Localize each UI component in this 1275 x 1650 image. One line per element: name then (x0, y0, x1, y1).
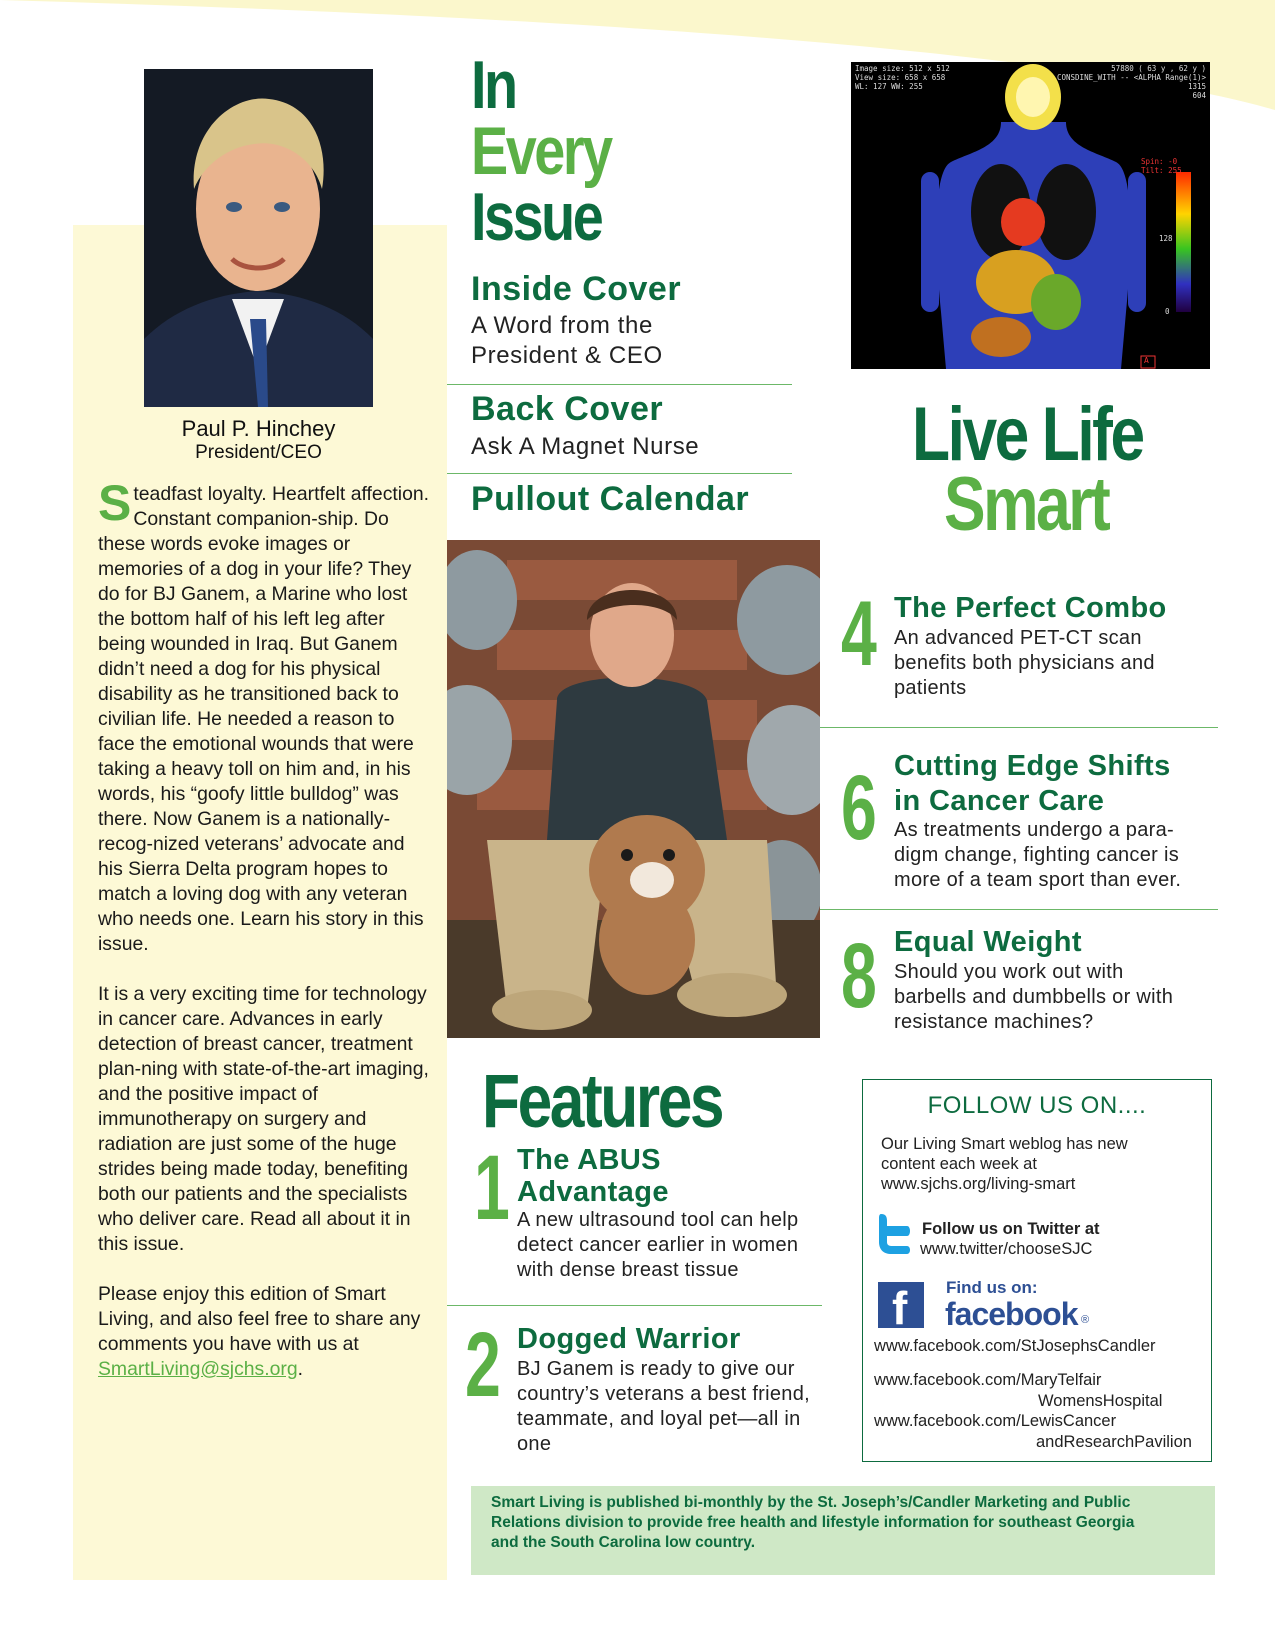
in-every-issue-heading-in: In (471, 47, 516, 123)
blog-link[interactable]: www.sjchs.org/living-smart (881, 1175, 1076, 1193)
ceo-title: President/CEO (195, 442, 322, 463)
scan-overlay-topright: 57880 ( 63 y , 62 y ) CONSDINE_WITH -- <ALPHA Range(1)> 1315 604 (1056, 64, 1206, 100)
features-heading: Features (482, 1059, 723, 1144)
pet-ct-scan-image (851, 62, 1210, 369)
blog-text-1: Our Living Smart weblog has new (881, 1135, 1128, 1153)
abus-desc-2: detect cancer earlier in women (517, 1234, 799, 1256)
in-every-issue-heading-issue: Issue (471, 179, 602, 255)
dogged-warrior-desc-2: country’s veterans a best friend, (517, 1383, 811, 1405)
veteran-with-dog-photo (447, 540, 820, 1038)
abus-desc-1: A new ultrasound tool can help (517, 1209, 799, 1231)
scan-scale-128: 128 (1159, 234, 1173, 243)
twitter-label: Follow us on Twitter at (922, 1220, 1100, 1238)
cutting-edge-desc-3: more of a team sport than ever. (894, 869, 1182, 891)
facebook-link-lewiscancer[interactable]: www.facebook.com/LewisCancer (874, 1412, 1117, 1430)
facebook-link-stjosephs[interactable]: www.facebook.com/StJosephsCandler (874, 1337, 1156, 1355)
abus-desc-3: with dense breast tissue (517, 1259, 739, 1281)
ceo-letter-text (98, 475, 433, 1407)
dogged-warrior-desc-4: one (517, 1433, 552, 1455)
perfect-combo-desc-2: benefits both physicians and (894, 652, 1155, 674)
facebook-link-lewiscancer-cont[interactable]: andResearchPavilion (1036, 1433, 1192, 1451)
cutting-edge-title-1: Cutting Edge Shifts (894, 750, 1171, 782)
facebook-link-marytelfair-cont[interactable]: WomensHospital (1038, 1392, 1163, 1410)
facebook-wordmark: facebook (945, 1296, 1078, 1332)
page-number-1: 1 (474, 1137, 510, 1239)
scan-marker: A (1144, 356, 1149, 365)
back-cover-title: Back Cover (471, 390, 664, 428)
inside-cover-title: Inside Cover (471, 270, 682, 308)
equal-weight-desc-3: resistance machines? (894, 1011, 1094, 1033)
cutting-edge-desc-1: As treatments undergo a para- (894, 819, 1174, 841)
back-cover-sub: Ask A Magnet Nurse (471, 433, 700, 460)
perfect-combo-desc-1: An advanced PET-CT scan (894, 627, 1142, 649)
perfect-combo-desc-3: patients (894, 677, 967, 699)
abus-title-1: The ABUS (517, 1144, 661, 1176)
scan-spin-tilt: Spin: -0 Tilt: 255 (1141, 157, 1182, 175)
dogged-warrior-desc-3: teammate, and loyal pet—all in (517, 1408, 801, 1430)
letter-paragraph-2: It is a very exciting time for technology in cancer care. Advances in early detection of breast cancer, treatment plan-ning with state-of-the-art imaging, and the positive impact of immunotherapy on surgery and radiation are just some of the huge strides being made today, benefiting both our patients and the specialists who deliver care. Read all about it in this issue. (98, 983, 429, 1255)
facebook-registered: ® (1081, 1314, 1090, 1326)
cutting-edge-title-2: in Cancer Care (894, 785, 1105, 817)
email-period: . (297, 1358, 304, 1380)
ceo-portrait-photo (144, 69, 373, 407)
divider (820, 727, 1218, 728)
cutting-edge-desc-2: digm change, fighting cancer is (894, 844, 1180, 866)
equal-weight-title: Equal Weight (894, 926, 1082, 958)
facebook-find-label: Find us on: (946, 1278, 1038, 1297)
divider (820, 909, 1218, 910)
facebook-icon[interactable]: f (878, 1282, 924, 1328)
letter-paragraph-1: teadfast loyalty. Heartfelt affection. Constant companion-ship. Do these words evoke images or memories of a dog in your life? They do for BJ Ganem, a Marine who lost the bottom half of his left leg after being wounded in Iraq. But Ganem didn’t need a dog for his physical disability as he transitioned back to civilian life. He needed a reason to face the emotional wounds that were taking a heavy toll on him and, in his words, his “goofy little bulldog” was there. Now Ganem is a nationally-recog-nized veterans’ advocate and his Sierra Delta program hopes to match a loving dog with any veteran who needs one. Learn his story in this issue. (98, 483, 430, 955)
blog-text-2: content each week at (881, 1155, 1037, 1173)
letter-paragraph-3: Please enjoy this edition of Smart Living, and also feel free to share any comments you have with us at (98, 1283, 421, 1355)
divider (447, 473, 792, 474)
abus-title-2: Advantage (517, 1176, 669, 1208)
page-number-8: 8 (841, 925, 877, 1027)
inside-cover-sub-2: President & CEO (471, 342, 663, 369)
drop-cap: S (98, 475, 132, 531)
facebook-link-marytelfair[interactable]: www.facebook.com/MaryTelfair (874, 1371, 1102, 1389)
inside-cover-sub-1: A Word from the (471, 312, 653, 339)
pullout-calendar-title: Pullout Calendar (471, 480, 750, 518)
divider (447, 1305, 822, 1306)
equal-weight-desc-1: Should you work out with (894, 961, 1124, 983)
ceo-name: Paul P. Hinchey (181, 416, 336, 441)
follow-us-heading: FOLLOW US ON.... (927, 1092, 1147, 1119)
live-life-heading: Live Life (912, 392, 1143, 477)
divider (447, 384, 792, 385)
scan-overlay-topleft: Image size: 512 x 512 View size: 658 x 658 WL: 127 WW: 255 (855, 64, 950, 91)
perfect-combo-title: The Perfect Combo (894, 592, 1167, 624)
scan-scale-0: 0 (1165, 307, 1170, 316)
dogged-warrior-desc-1: BJ Ganem is ready to give our (517, 1358, 795, 1380)
dogged-warrior-title: Dogged Warrior (517, 1323, 741, 1355)
email-link[interactable]: SmartLiving@sjchs.org (98, 1358, 298, 1380)
equal-weight-desc-2: barbells and dumbbells or with (894, 986, 1174, 1008)
page-number-4: 4 (841, 583, 877, 685)
page-number-6: 6 (841, 757, 877, 859)
twitter-link[interactable]: www.twitter/chooseSJC (920, 1240, 1093, 1258)
publication-notice: Smart Living is published bi-monthly by the St. Joseph’s/Candler Marketing and Public Relations division to provide free health and lifestyle information for southeast Georgia and the South Carolina low country. (491, 1494, 1135, 1551)
smart-heading: Smart (944, 462, 1109, 547)
in-every-issue-heading-every: Every (471, 113, 611, 189)
page-number-2: 2 (465, 1314, 501, 1416)
twitter-icon[interactable] (877, 1212, 913, 1254)
